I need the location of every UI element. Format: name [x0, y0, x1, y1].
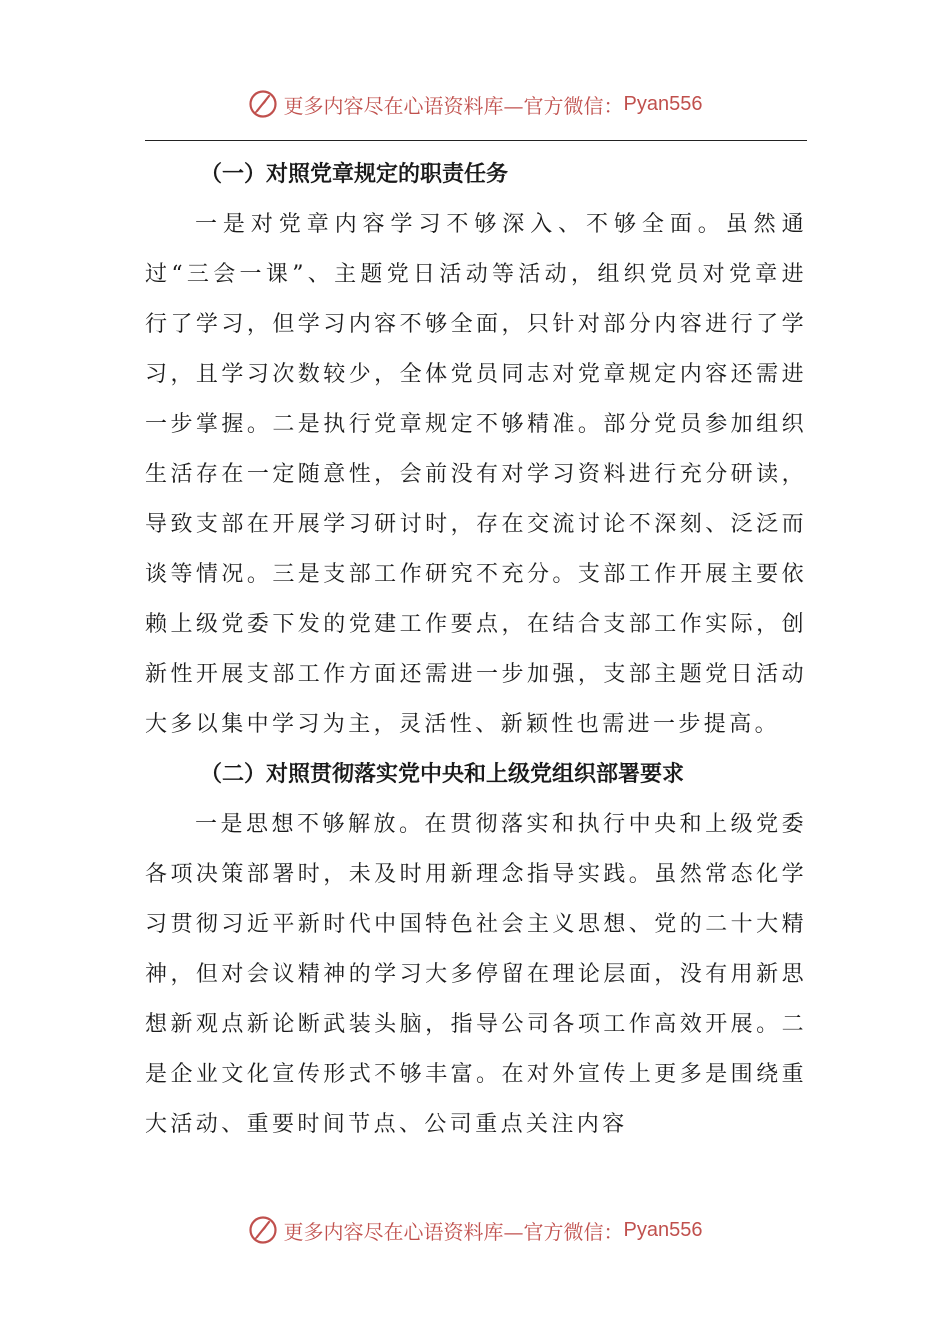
footer-banner	[0, 1210, 950, 1250]
header-banner	[0, 84, 950, 124]
quill-logo-icon	[248, 89, 278, 119]
footer-banner-text: 更多内容尽在心语资料库—官方微信：	[283, 1219, 624, 1244]
footer-banner-account: Pyan556	[623, 1218, 703, 1241]
section-heading-2: （二）对照贯彻落实党中央和上级党组织部署要求	[200, 762, 685, 787]
section-paragraph-1: 一是对党章内容学习不够深入、不够全面。虽然通过“三会一课”、主题党日活动等活动，组织党员对党章进行了学习，但学习内容不够全面，只针对部分内容进行了学习，且学习次数较少，全体党员同志对党章规定内容还需进一步掌握。二是执行党章规定不够精准。部分党员参加组织生活存在一定随意性，会前没有对学习资料进行充分研读，导致支部在开展学习研讨时，存在交流讨论不深刻、泛泛而谈等情况。三是支部工作研究不充分。支部工作开展主要依赖上级党委下发的党建工作要点，在结合支部工作实际，创新性开展支部工作方面还需进一步加强，支部主题党日活动大多以集中学习为主，灵活性、新颖性也需进一步提高。	[145, 212, 807, 737]
header-banner-account: Pyan556	[623, 92, 703, 115]
quill-logo-icon	[248, 1215, 278, 1245]
header-divider	[145, 140, 807, 141]
section-paragraph-2: 一是思想不够解放。在贯彻落实和执行中央和上级党委各项决策部署时，未及时用新理念指导实践。虽然常态化学习贯彻习近平新时代中国特色社会主义思想、党的二十大精神，但对会议精神的学习大多停留在理论层面，没有用新思想新观点新论断武装头脑，指导公司各项工作高效开展。二是企业文化宣传形式不够丰富。在对外宣传上更多是围绕重大活动、重要时间节点、公司重点关注内容	[145, 812, 807, 1137]
header-banner-text: 更多内容尽在心语资料库—官方微信：	[283, 93, 624, 118]
section-heading-1: （一）对照党章规定的职责任务	[200, 162, 509, 187]
document-body	[145, 150, 807, 1150]
